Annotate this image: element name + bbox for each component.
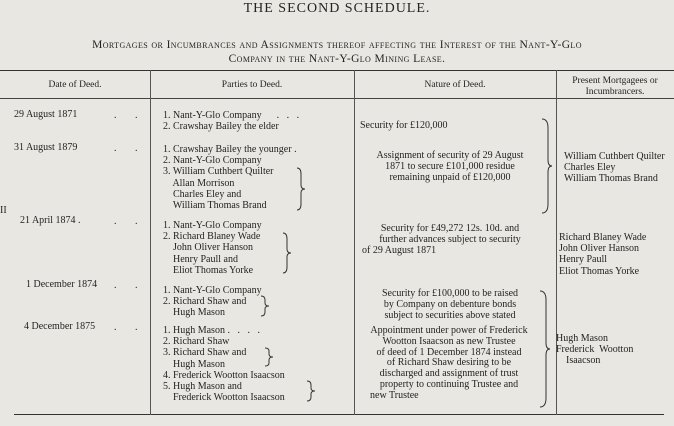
row-mortgagees <box>556 333 633 367</box>
table-top-rule <box>0 70 674 71</box>
party-entry: Hugh Mason <box>163 358 225 370</box>
row-nature <box>360 121 535 132</box>
mortgagee-entry: Henry Paull <box>559 254 608 266</box>
nature-line: further advances subject to security <box>379 233 521 245</box>
parties-brace <box>282 232 292 274</box>
parties-brace <box>260 295 270 317</box>
subtitle-line-1: Mortgages or Incumbrances and Assignments thereof affecting the Interest of the Nant-Y-Glo <box>92 39 582 51</box>
nature-line: Security for £100,000 to be raised <box>381 288 519 299</box>
column-divider-1 <box>150 70 151 415</box>
header-present-line-2: Incumbrancers. <box>585 87 645 97</box>
mortgagee-entry: Eliot Thomas Yorke <box>559 265 640 277</box>
table-bottom-rule <box>14 414 664 415</box>
party-entry: William Thomas Brand <box>163 200 267 212</box>
nature-line: by Company on debenture bonds <box>383 298 517 310</box>
nature-line: 1871 to secure £101,000 residue <box>385 160 515 172</box>
nature-line: of 29 August 1871 <box>362 244 437 256</box>
row-nature <box>362 151 538 183</box>
row-parties <box>163 220 262 276</box>
nature-line: Wootton Isaacson as new Trustee <box>382 335 516 347</box>
nature-brace-2 <box>538 290 552 408</box>
mortgagee-entry: Richard Blaney Wade <box>559 232 647 243</box>
party-entry: Charles Eley and <box>163 188 242 200</box>
row-date-dots: . . <box>114 110 146 121</box>
schedule-title: THE SECOND SCHEDULE. <box>243 1 431 16</box>
party-entry: 2. Nant-Y-Glo Company <box>163 155 262 167</box>
nature-line: Security for £49,272 12s. 10d. and <box>380 223 520 234</box>
row-mortgagees <box>564 151 665 185</box>
parties-brace <box>264 347 274 367</box>
subtitle-line-2: Company in the Nant-Y-Glo Mining Lease. <box>228 53 446 65</box>
party-entry: 5. Hugh Mason and <box>163 381 242 393</box>
column-divider-2 <box>354 70 355 415</box>
nature-line: of Richard Shaw desiring to be <box>386 357 512 369</box>
row-date-dots: . . <box>114 216 146 227</box>
margin-mark: II <box>0 205 7 216</box>
party-entry: 1. Crawshay Bailey the younger . <box>163 144 297 155</box>
party-entry: John Oliver Hanson <box>163 242 253 254</box>
header-present-line-1: Present Mortgagees or <box>572 76 658 86</box>
mortgagee-entry: William Cuthbert Quilter <box>564 151 665 162</box>
header-date: Date of Deed. <box>48 80 102 90</box>
row-date-dots: . . <box>114 322 146 333</box>
nature-brace-1 <box>540 118 554 214</box>
party-entry: 3. Richard Shaw and <box>163 347 247 359</box>
party-entry: Eliot Thomas Yorke <box>163 264 254 276</box>
nature-line: Assignment of security of 29 August <box>376 150 524 161</box>
row-parties <box>163 144 297 211</box>
party-entry: 1. Nant-Y-Glo Company <box>163 285 262 296</box>
party-entry: 1. Nant-Y-Glo Company . . . <box>163 110 300 121</box>
party-entry: 4. Frederick Wootton Isaacson <box>163 369 285 381</box>
row-nature <box>360 289 540 321</box>
nature-line: Appointment under power of Frederick <box>370 325 528 336</box>
mortgagee-entry: William Thomas Brand <box>564 173 658 185</box>
row-date: 29 August 1871 <box>14 109 78 120</box>
nature-line: new Trustee <box>370 389 419 401</box>
party-entry: Henry Paull and <box>163 253 238 265</box>
party-entry: 2. Richard Blaney Wade <box>163 231 261 243</box>
row-parties <box>163 110 299 132</box>
nature-line: of deed of 1 December 1874 instead <box>376 346 522 358</box>
nature-line: remaining unpaid of £120,000 <box>389 171 511 183</box>
mortgagee-entry: Isaacson <box>556 355 601 367</box>
party-entry: 2. Crawshay Bailey the elder <box>163 121 279 133</box>
row-parties <box>163 285 262 319</box>
row-date-dots: . . <box>114 143 146 154</box>
party-entry: Hugh Mason <box>163 307 225 319</box>
mortgagee-entry: Frederick Wootton <box>556 344 634 356</box>
row-mortgagees <box>559 232 646 277</box>
nature-line: Security for £120,000 <box>360 120 448 131</box>
party-entry: 3. William Cuthbert Quilter <box>163 166 274 178</box>
party-entry: 2. Richard Shaw and <box>163 296 247 308</box>
nature-line: property to continuing Trustee and <box>379 378 519 390</box>
party-entry: 1. Nant-Y-Glo Company <box>163 220 262 231</box>
row-date: 1 December 1874 <box>26 279 98 290</box>
party-entry: Allan Morrison <box>163 177 235 189</box>
parties-brace <box>306 380 316 402</box>
parties-brace <box>296 167 306 211</box>
nature-line: subject to securities above stated <box>384 309 516 321</box>
mortgagee-entry: Charles Eley <box>564 162 616 174</box>
row-date: 31 August 1879 <box>14 142 78 153</box>
party-entry: 1. Hugh Mason . . . . <box>163 325 260 336</box>
row-date: 21 April 1874 . <box>20 215 81 226</box>
row-date-dots: . . <box>114 280 146 291</box>
mortgagee-entry: Hugh Mason <box>556 333 608 344</box>
party-entry: 2. Richard Shaw <box>163 336 230 348</box>
party-entry: Frederick Wootton Isaacson <box>163 392 285 404</box>
header-parties: Parties to Deed. <box>221 80 283 90</box>
header-present-mortgagees <box>556 76 674 98</box>
row-date: 4 December 1875 <box>24 321 96 332</box>
header-nature: Nature of Deed. <box>424 80 486 90</box>
mortgagee-entry: John Oliver Hanson <box>559 243 639 255</box>
row-nature <box>360 326 538 402</box>
schedule-subtitle <box>0 38 674 66</box>
row-nature <box>360 224 540 256</box>
nature-line: discharged and assignment of trust <box>379 368 519 380</box>
header-bottom-rule <box>0 98 674 99</box>
